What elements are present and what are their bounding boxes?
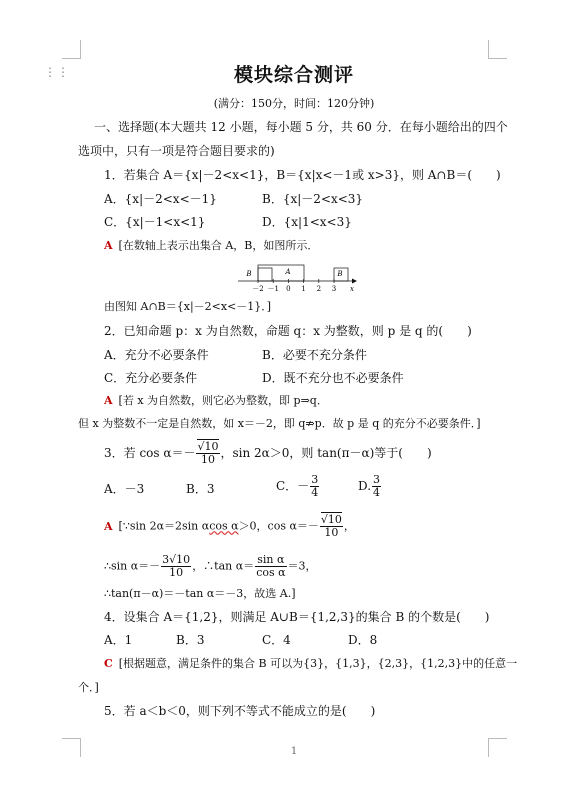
q4-option-d: D．8 (348, 633, 378, 647)
q2-answer: A (104, 394, 113, 407)
q3-sol2-pre: ∴sin α＝－ (104, 559, 161, 573)
q4-solution-text: [根据题意，满足条件的集合 B 可以为{3}，{1,3}，{2,3}，{1,2,3}中的任意一 (118, 657, 518, 670)
q3-fraction-num: √10 (197, 440, 219, 453)
q2-solution-text: [若 x 为自然数，则它必为整数，即 p⇒q． (118, 394, 328, 407)
q1-option-a: A．{x|－2<x<－1} (104, 192, 217, 206)
q1-option-c: C．{x|－1<x<1} (104, 215, 206, 229)
q3-sol2-num: 3√10 (162, 553, 191, 566)
q4-option-c: C．4 (262, 633, 291, 647)
q1-option-b: B．{x|－2<x<3} (262, 192, 364, 206)
q3-fraction (196, 441, 219, 466)
q2-option-c: C．充分必要条件 (104, 371, 198, 385)
q4-answer: C (104, 657, 113, 670)
page-number: 1 (290, 746, 298, 757)
section-heading-line2: 选项中，只有一项是符合题目要求的) (78, 144, 275, 158)
q3-option-d-den: 4 (373, 486, 381, 499)
q3-sol2-num2: sin α (255, 554, 286, 567)
q3-sol1-mid: ＞0，cos α＝－ (238, 519, 319, 533)
figure-axis-label: x (350, 285, 354, 293)
q3-option-c-den: 4 (311, 486, 319, 499)
q1-option-d: D．{x|1<x<3} (262, 215, 352, 229)
q4-option-b: B．3 (176, 633, 205, 647)
q3-sol2-den: 10 (169, 566, 184, 579)
section-heading-line1: 一、选择题(本大题共 12 小题，每小题 5 分，共 60 分．在每小题给出的四个 (94, 120, 508, 134)
q2-solution-line1 (104, 393, 328, 409)
figure-tick-label: 2 (316, 285, 322, 293)
crop-mark-top-left (62, 40, 81, 59)
figure-set-b-right: B (337, 270, 343, 278)
figure-tick-label: －2 (252, 285, 264, 293)
q2-stem: 2．已知命题 p：x 为自然数，命题 q：x 为整数，则 p 是 q 的( ) (104, 324, 472, 338)
q3-option-d-label: D. (358, 479, 372, 493)
q3-stem (104, 441, 432, 466)
q3-option-c-label: C．－ (276, 479, 310, 493)
q3-answer: A (104, 519, 113, 533)
figure-tick-label: －1 (267, 285, 279, 293)
q3-solution-line1 (104, 514, 355, 539)
q2-option-a: A．充分不必要条件 (104, 348, 209, 362)
q3-sol1-den: 10 (324, 526, 339, 539)
figure-tick-label: 0 (286, 285, 291, 293)
q3-sol1-post: ， (343, 519, 355, 533)
q3-option-c-num: 3 (311, 473, 319, 486)
figure-tick-label: 1 (301, 285, 306, 293)
q3-sol2-post: ＝3， (287, 559, 317, 573)
q2-option-b: B．必要不充分条件 (262, 348, 367, 362)
q1-solution-text: [在数轴上表示出集合 A，B，如图所示． (118, 239, 319, 252)
figure-set-b-left: B (246, 270, 252, 278)
figure-set-a: A (285, 268, 291, 276)
q3-solution-line2 (104, 554, 317, 579)
q5-stem: 5．若 a＜b＜0，则下列不等式不能成立的是( ) (104, 704, 376, 718)
page-title: 模块综合测评 (233, 64, 354, 86)
q3-stem-pre: 3．若 cos α＝－ (104, 446, 196, 460)
q1-answer: A (104, 239, 113, 252)
q2-solution-line2: 但 x 为整数不一定是自然数，如 x＝－2，即 q⇏p．故 p 是 q 的充分不必要条件．] (78, 417, 481, 430)
q1-solution-line1 (104, 238, 318, 254)
q4-stem: 4．设集合 A＝{1,2}，则满足 A∪B＝{1,2,3}的集合 B 的个数是( ) (104, 610, 490, 624)
q3-sol1-pre: [∵sin 2α＝2sin α (118, 519, 210, 533)
q3-option-b: B．3 (186, 482, 215, 496)
q3-sol2-mid: ，∴tan α＝ (192, 559, 255, 573)
q1-solution-line2: 由图知 A∩B＝{x|－2<x<－1}．] (104, 300, 272, 313)
q3-sol1-flagged: cos α (209, 519, 239, 533)
q2-option-d: D．既不充分也不必要条件 (262, 371, 404, 385)
q3-option-d (358, 474, 382, 499)
q4-option-a: A．1 (104, 633, 133, 647)
q3-stem-post: ，sin 2α＞0，则 tan(π－α)等于( ) (220, 446, 432, 460)
q3-solution-line3: ∴tan(π－α)＝－tan α＝－3，故选 A.] (104, 587, 296, 600)
figure-tick-label: 3 (331, 285, 337, 293)
q4-solution-line2: 个．] (78, 681, 99, 694)
move-handle-icon[interactable]: ⋮⋮ (44, 65, 70, 79)
q4-solution-line1 (104, 656, 517, 672)
exam-subtitle: (满分：150分，时间：120分钟) (213, 97, 375, 110)
q3-option-a: A．－3 (104, 482, 145, 496)
q3-fraction-den: 10 (200, 453, 215, 466)
q3-option-c (276, 474, 320, 499)
q1-number-line-figure (236, 262, 360, 294)
crop-mark-top-right (488, 40, 507, 59)
q3-option-d-num: 3 (373, 473, 381, 486)
q3-sol2-den2: cos α (256, 566, 286, 579)
q1-stem: 1．若集合 A＝{x|－2<x<1}，B＝{x|x<－1或 x>3}，则 A∩B＝( ) (104, 168, 501, 182)
q3-sol1-num: √10 (320, 513, 342, 526)
